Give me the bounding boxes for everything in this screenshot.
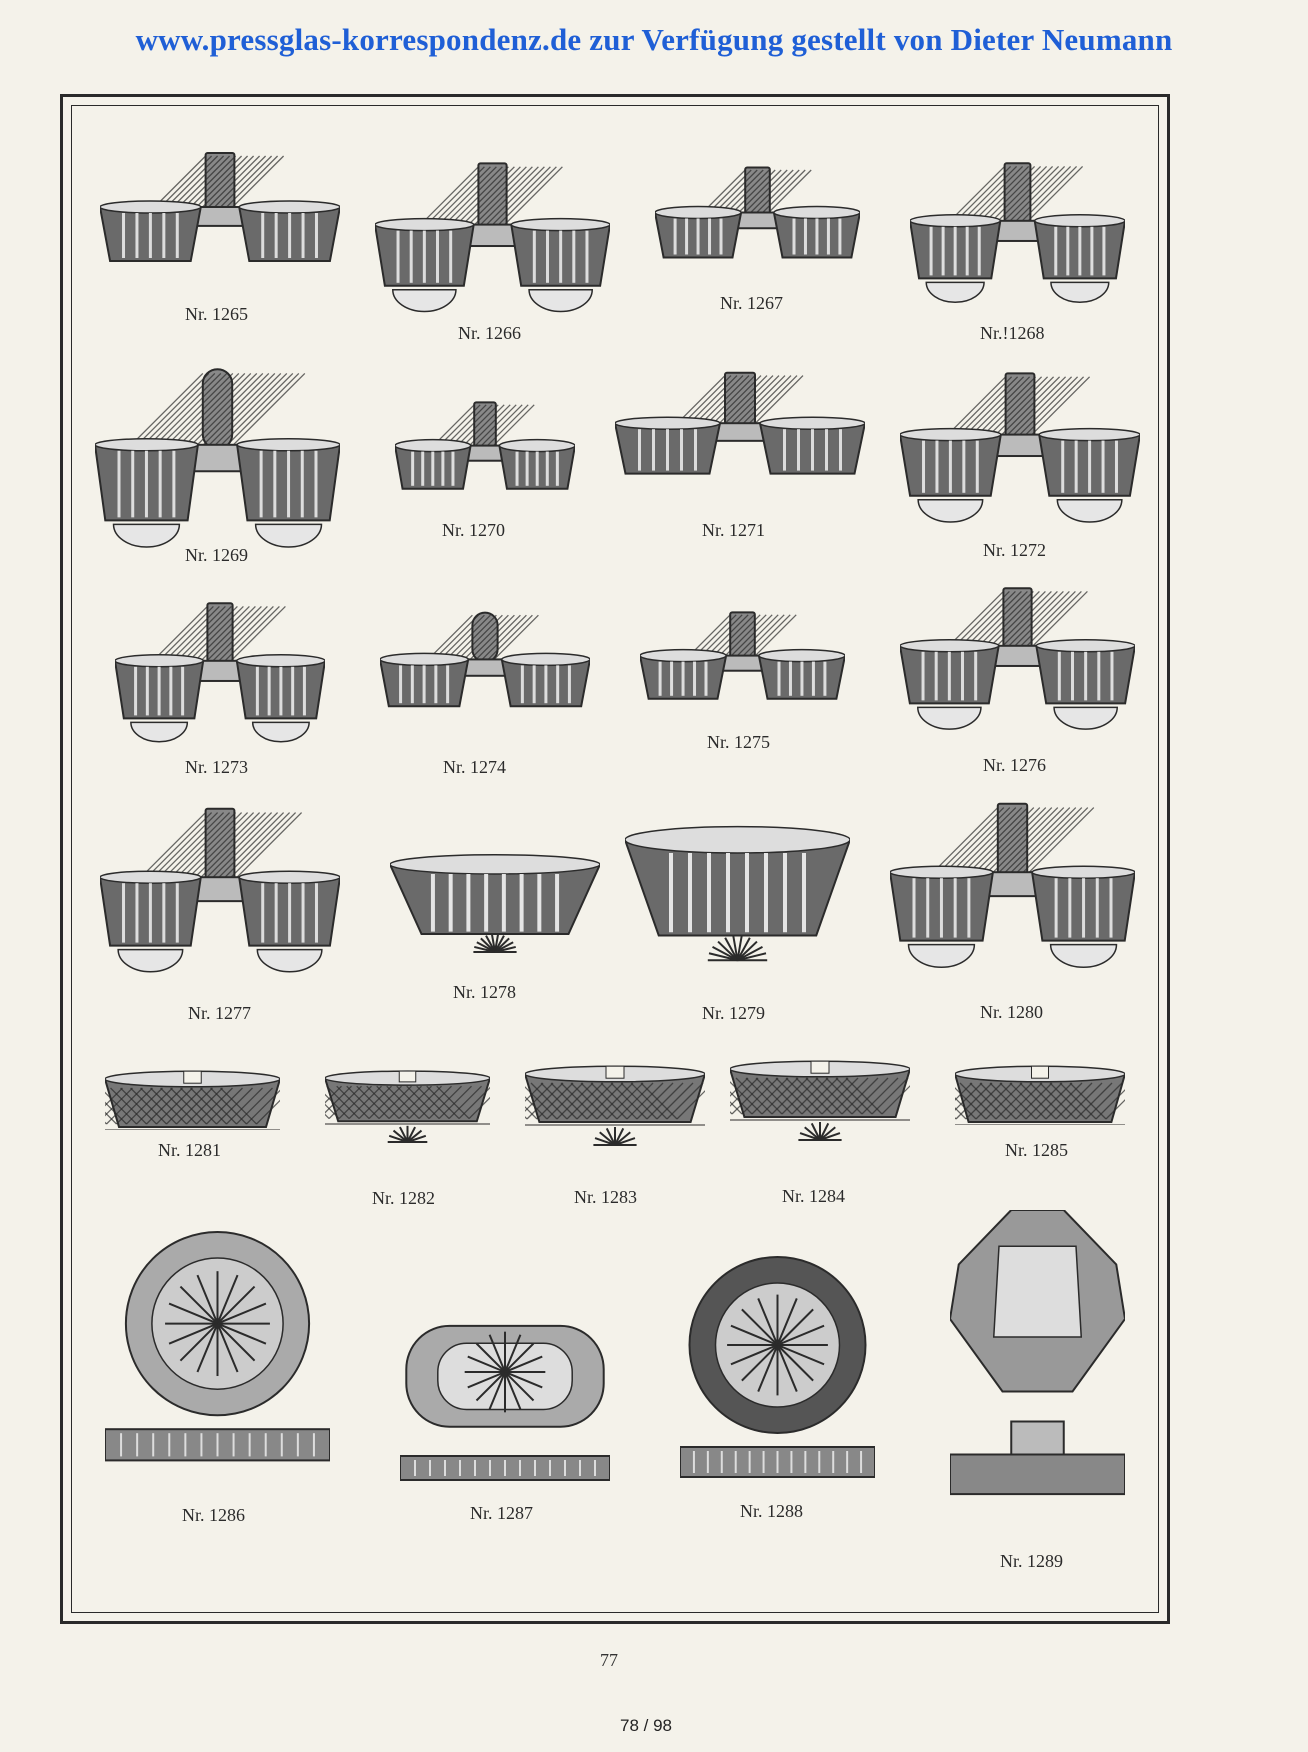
item-number-label: Nr. 1271	[702, 520, 765, 540]
glass-illustration-salt-pine	[95, 365, 340, 575]
item-number-label: Nr. 1275	[707, 732, 770, 752]
glass-illustration-salt-ribbed	[640, 610, 845, 730]
pdf-page-indicator: 78 / 98	[620, 1716, 672, 1735]
glass-illustration-salt-low	[655, 165, 860, 290]
item-number-label: Nr. 1289	[1000, 1551, 1063, 1571]
item-number-label: Nr. 1267	[720, 293, 783, 313]
glass-illustration-bowl-scroll	[390, 850, 600, 970]
item-number-label: Nr. 1277	[188, 1003, 251, 1023]
source-header: www.pressglas-korrespondenz.de zur Verfügung gestellt von Dieter Neumann	[135, 22, 1173, 57]
item-number-label: Nr. 1280	[980, 1002, 1043, 1022]
item-number-label: Nr. 1265	[185, 304, 248, 324]
glass-illustration-tray-shield	[950, 1210, 1125, 1540]
printed-page-number: 77	[600, 1650, 618, 1670]
item-number-label: Nr. 1284	[782, 1186, 845, 1206]
item-number-label: Nr. 1276	[983, 755, 1046, 775]
glass-illustration-bowl-leaf	[625, 820, 850, 985]
glass-illustration-salt-star	[615, 370, 865, 510]
item-number-label: Nr. 1283	[574, 1187, 637, 1207]
glass-illustration-salt-star2	[900, 370, 1140, 540]
item-number-label: Nr. 1282	[372, 1188, 435, 1208]
item-number-label: Nr. 1279	[702, 1003, 765, 1023]
item-number-label: Nr. 1278	[453, 982, 516, 1002]
glass-illustration-salt-fluted	[375, 160, 610, 330]
glass-illustration-salt-diamond3	[900, 585, 1135, 745]
glass-illustration-salt-check	[115, 600, 325, 760]
glass-illustration-ash-fan	[525, 1065, 705, 1165]
item-number-label: Nr. 1273	[185, 757, 248, 777]
glass-illustration-tray-oval	[400, 1300, 610, 1500]
item-number-label: Nr. 1281	[158, 1140, 221, 1160]
glass-illustration-ash-grape	[325, 1070, 490, 1160]
glass-illustration-salt-small	[395, 400, 575, 520]
item-number-label: Nr. 1269	[185, 545, 248, 565]
item-number-label: Nr. 1288	[740, 1501, 803, 1521]
glass-illustration-salt-diamond	[910, 160, 1125, 320]
item-number-label: Nr. 1285	[1005, 1140, 1068, 1160]
glass-illustration-salt-tall	[890, 800, 1135, 990]
glass-illustration-salt-knob	[380, 610, 590, 740]
glass-illustration-ash-ribbed	[730, 1060, 910, 1160]
glass-illustration-salt-spiral	[100, 150, 340, 300]
glass-illustration-ash-petal	[955, 1065, 1125, 1125]
glass-illustration-tray-round	[105, 1230, 330, 1490]
item-number-label: Nr. 1286	[182, 1505, 245, 1525]
item-number-label: Nr. 1270	[442, 520, 505, 540]
item-number-label: Nr. 1272	[983, 540, 1046, 560]
glass-illustration-ash-small	[105, 1070, 280, 1130]
item-number-label: Nr.!1268	[980, 323, 1045, 343]
glass-illustration-tray-star	[680, 1255, 875, 1505]
item-number-label: Nr. 1274	[443, 757, 506, 777]
item-number-label: Nr. 1287	[470, 1503, 533, 1523]
glass-illustration-salt-column	[100, 805, 340, 995]
item-number-label: Nr. 1266	[458, 323, 521, 343]
